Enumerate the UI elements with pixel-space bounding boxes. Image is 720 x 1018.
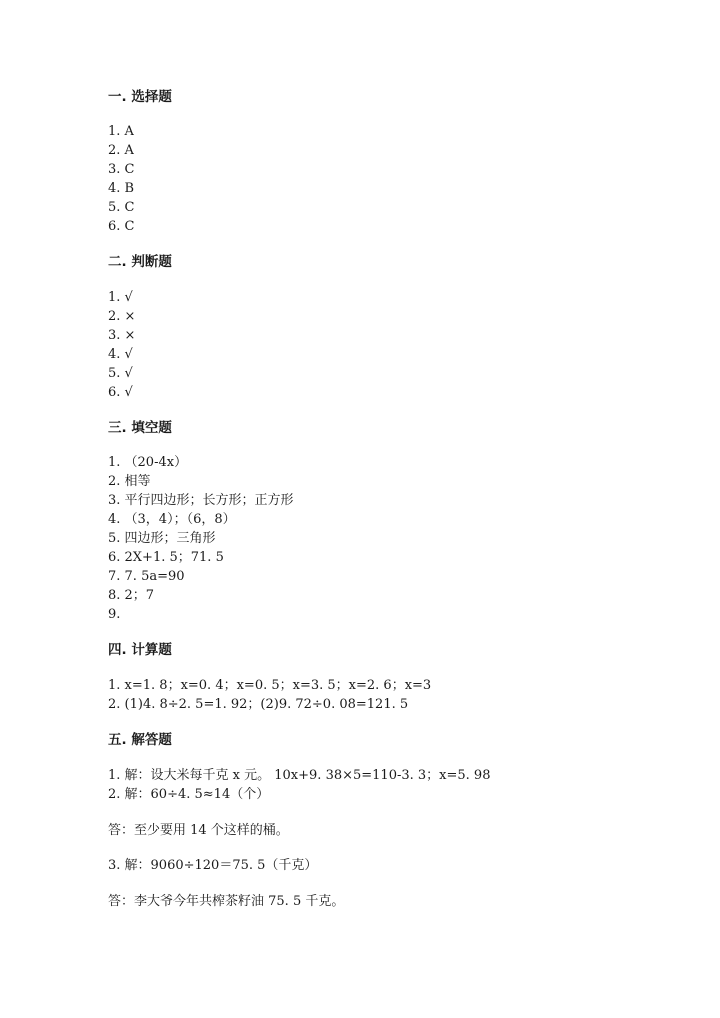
section-heading-judgment: 二. 判断题	[108, 254, 172, 270]
answer-line: 3. 解：9060÷120＝75. 5（千克）	[108, 858, 318, 873]
answer-line: 2. 解：60÷4. 5≈14（个）	[108, 787, 270, 802]
answer-line: 1. √	[108, 290, 133, 305]
answer-line: 4. （3，4）；（6，8）	[108, 512, 236, 527]
answer-line: 3. ×	[108, 328, 136, 343]
section-heading-calculation: 四. 计算题	[108, 642, 172, 658]
answer-line: 1. （20-4x）	[108, 455, 188, 470]
answer-line: 2. ×	[108, 309, 136, 324]
section-heading-word-problems: 五. 解答题	[108, 732, 172, 748]
answer-line: 1. 解：设大米每千克 x 元。 10x+9. 38×5=110-3. 3；x=5. 98	[108, 768, 491, 783]
answer-line: 4. √	[108, 347, 133, 362]
answer-line: 5. √	[108, 366, 133, 381]
answer-line: 7. 7. 5a=90	[108, 569, 185, 584]
section-heading-choice: 一. 选择题	[108, 89, 172, 105]
answer-line: 8. 2；7	[108, 588, 155, 603]
answer-line: 2. A	[108, 143, 134, 158]
answer-line: 6. C	[108, 219, 135, 234]
answer-line: 1. x=1. 8；x=0. 4；x=0. 5；x=3. 5；x=2. 6；x=3	[108, 678, 432, 693]
answer-line: 6. 2X+1. 5；71. 5	[108, 550, 224, 565]
answer-line: 2. 相等	[108, 474, 151, 489]
answer-line: 5. C	[108, 200, 135, 215]
answer-line: 答：至少要用 14 个这样的桶。	[108, 823, 289, 838]
answer-line: 3. 平行四边形；长方形；正方形	[108, 493, 294, 508]
answer-line: 4. B	[108, 181, 135, 196]
answer-line: 3. C	[108, 162, 135, 177]
answer-line: 6. √	[108, 385, 133, 400]
answer-line: 2. (1)4. 8÷2. 5=1. 92；(2)9. 72÷0. 08=121. 5	[108, 697, 409, 712]
section-heading-fill-blank: 三. 填空题	[108, 420, 172, 436]
answer-line: 1. A	[108, 124, 134, 139]
answer-line: 答：李大爷今年共榨茶籽油 75. 5 千克。	[108, 894, 345, 909]
answer-line: 9.	[108, 607, 121, 622]
answer-line: 5. 四边形；三角形	[108, 531, 216, 546]
